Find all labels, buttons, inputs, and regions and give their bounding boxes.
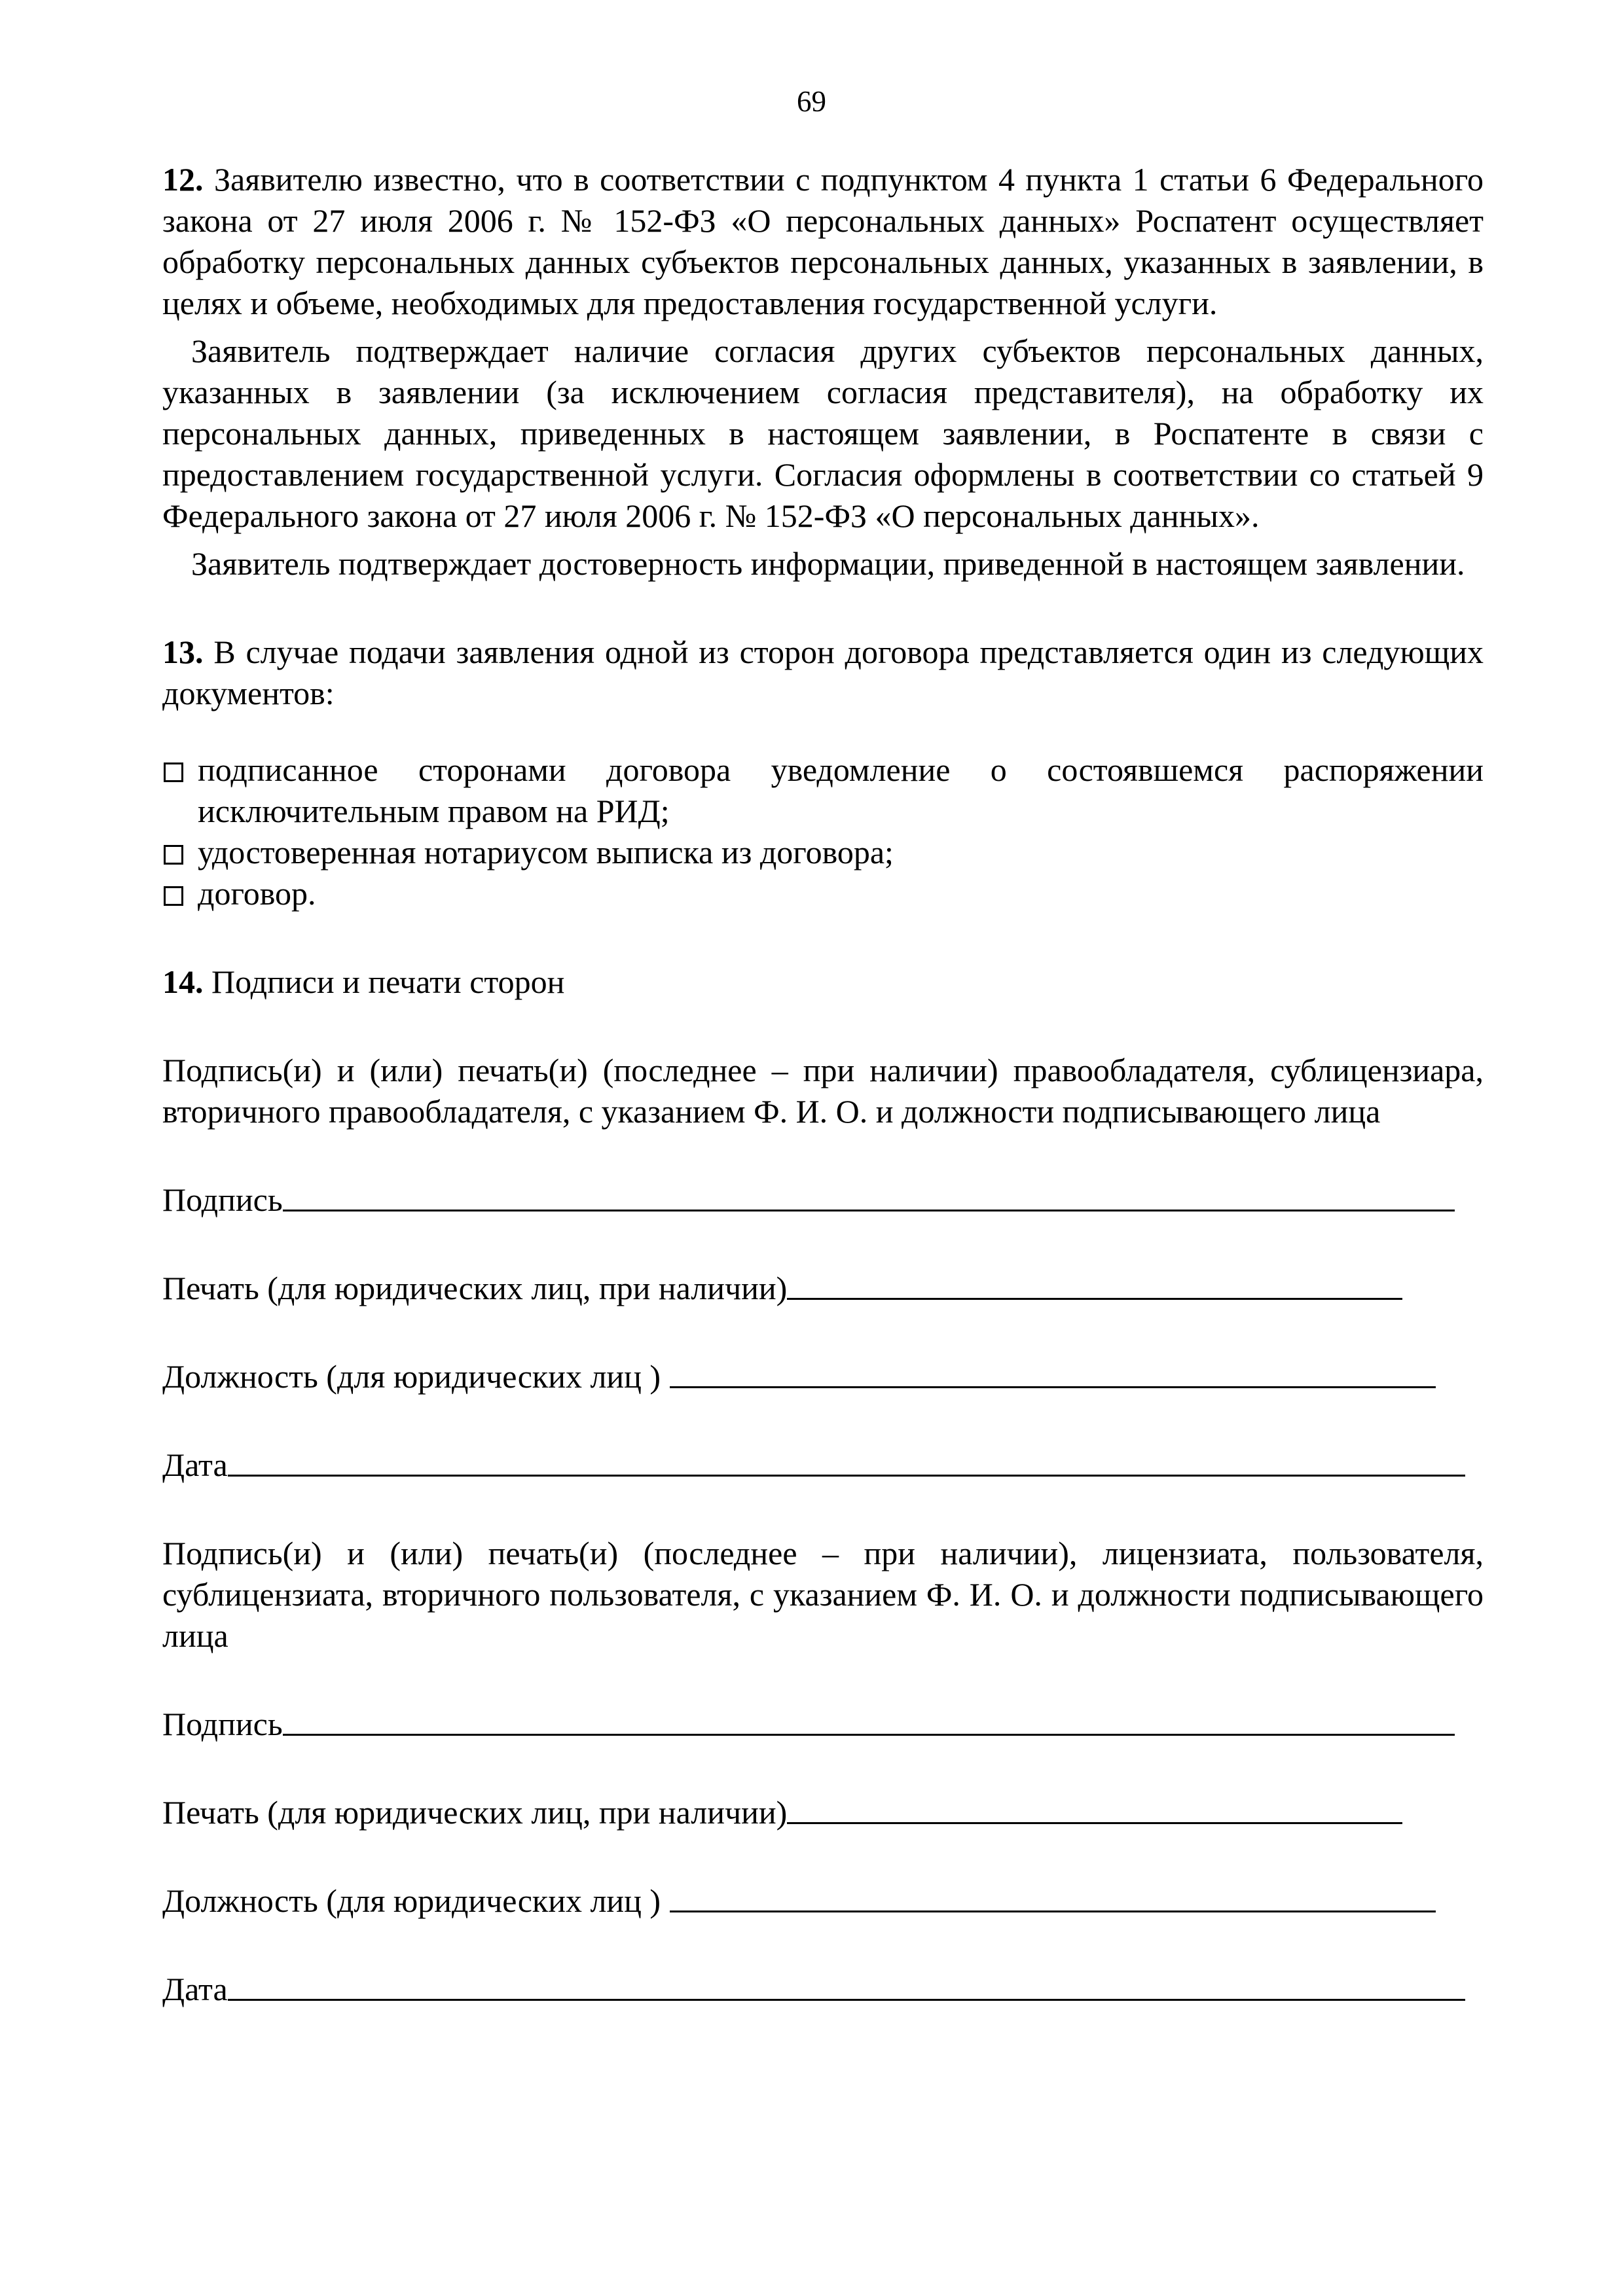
option-label: договор. bbox=[198, 875, 316, 912]
position-line[interactable] bbox=[670, 1386, 1436, 1388]
seal-label: Печать (для юридических лиц, при наличии) bbox=[162, 1794, 788, 1831]
section-13-intro bbox=[162, 632, 1484, 714]
date-label: Дата bbox=[162, 1446, 228, 1483]
section-14 bbox=[162, 961, 1484, 2010]
section-12-text-1: Заявителю известно, что в соответствии с подпунктом 4 пункта 1 статьи 6 Федерального закона от 27 июля 2006 г. № 152-ФЗ «О персональных данных» Роспатент осуществляет обработку персональных данных субъектов персональных данных, указанных в заявлении, в целях и объеме, необходимых для предоставления государственной услуги. bbox=[162, 161, 1484, 321]
checkbox-notification[interactable] bbox=[164, 762, 183, 782]
section-13-number: 13. bbox=[162, 634, 204, 670]
document-body bbox=[162, 159, 1484, 2010]
date-field[interactable] bbox=[162, 1969, 1484, 2010]
section-14-title: Подписи и печати сторон bbox=[211, 963, 565, 1000]
date-label: Дата bbox=[162, 1971, 228, 2007]
seal-field[interactable] bbox=[162, 1792, 1484, 1833]
document-option-notarized-extract[interactable] bbox=[162, 832, 1484, 873]
section-14-number: 14. bbox=[162, 963, 204, 1000]
position-label: Должность (для юридических лиц ) bbox=[162, 1358, 661, 1395]
page-number: 69 bbox=[797, 85, 826, 118]
signature-line[interactable] bbox=[283, 1733, 1455, 1736]
section-12-number: 12. bbox=[162, 161, 204, 198]
position-field[interactable] bbox=[162, 1356, 1484, 1397]
date-field[interactable] bbox=[162, 1444, 1484, 1486]
seal-label: Печать (для юридических лиц, при наличии) bbox=[162, 1270, 788, 1306]
position-field[interactable] bbox=[162, 1880, 1484, 1922]
document-option-notification[interactable] bbox=[162, 749, 1484, 832]
section-12-paragraph-1 bbox=[162, 159, 1484, 324]
signature-line[interactable] bbox=[283, 1209, 1455, 1211]
position-line[interactable] bbox=[670, 1910, 1436, 1912]
seal-line[interactable] bbox=[787, 1297, 1402, 1300]
signature-block-licensee bbox=[162, 1533, 1484, 2010]
signature-label: Подпись bbox=[162, 1706, 283, 1742]
option-label: удостоверенная нотариусом выписка из договора; bbox=[198, 834, 894, 870]
seal-field[interactable] bbox=[162, 1268, 1484, 1309]
date-line[interactable] bbox=[228, 1998, 1465, 2001]
signature-field[interactable] bbox=[162, 1704, 1484, 1745]
signature-block-caption: Подпись(и) и (или) печать(и) (последнее – при наличии) правообладателя, сублицензиара, вторичного правообладателя, с указанием Ф. И. О. и должности подписывающего лица bbox=[162, 1052, 1484, 1130]
section-14-heading bbox=[162, 961, 1484, 1003]
section-12-paragraph-3: Заявитель подтверждает достоверность информации, приведенной в настоящем заявлении. bbox=[191, 545, 1465, 582]
seal-line[interactable] bbox=[787, 1821, 1402, 1824]
option-label: подписанное сторонами договора уведомление о состоявшемся распоряжении исключительным правом на РИД; bbox=[198, 751, 1484, 829]
section-12-paragraph-2: Заявитель подтверждает наличие согласия других субъектов персональных данных, указанных в заявлении (за исключением согласия представителя), на обработку их персональных данных, приведенных в настоящем заявлении, в Роспатенте в связи с предоставлением государственной услуги. Согласия оформлены в соответствии со статьей 9 Федерального закона от 27 июля 2006 г. № 152-ФЗ «О персональных данных». bbox=[162, 332, 1484, 534]
position-label: Должность (для юридических лиц ) bbox=[162, 1882, 661, 1919]
signature-block-rightholder bbox=[162, 1050, 1484, 1486]
section-13-intro-text: В случае подачи заявления одной из сторон договора представляется один из следующих документов: bbox=[162, 634, 1484, 711]
section-12 bbox=[162, 159, 1484, 584]
checkbox-notarized-extract[interactable] bbox=[164, 845, 183, 865]
signature-block-caption: Подпись(и) и (или) печать(и) (последнее – при наличии), лицензиата, пользователя, сублицензиата, вторичного пользователя, с указанием Ф. И. О. и должности подписывающего лица bbox=[162, 1535, 1484, 1654]
section-13 bbox=[162, 632, 1484, 914]
signature-label: Подпись bbox=[162, 1181, 283, 1218]
signature-field[interactable] bbox=[162, 1179, 1484, 1221]
document-option-contract[interactable] bbox=[162, 873, 1484, 914]
checkbox-contract[interactable] bbox=[164, 886, 183, 906]
date-line[interactable] bbox=[228, 1474, 1465, 1477]
